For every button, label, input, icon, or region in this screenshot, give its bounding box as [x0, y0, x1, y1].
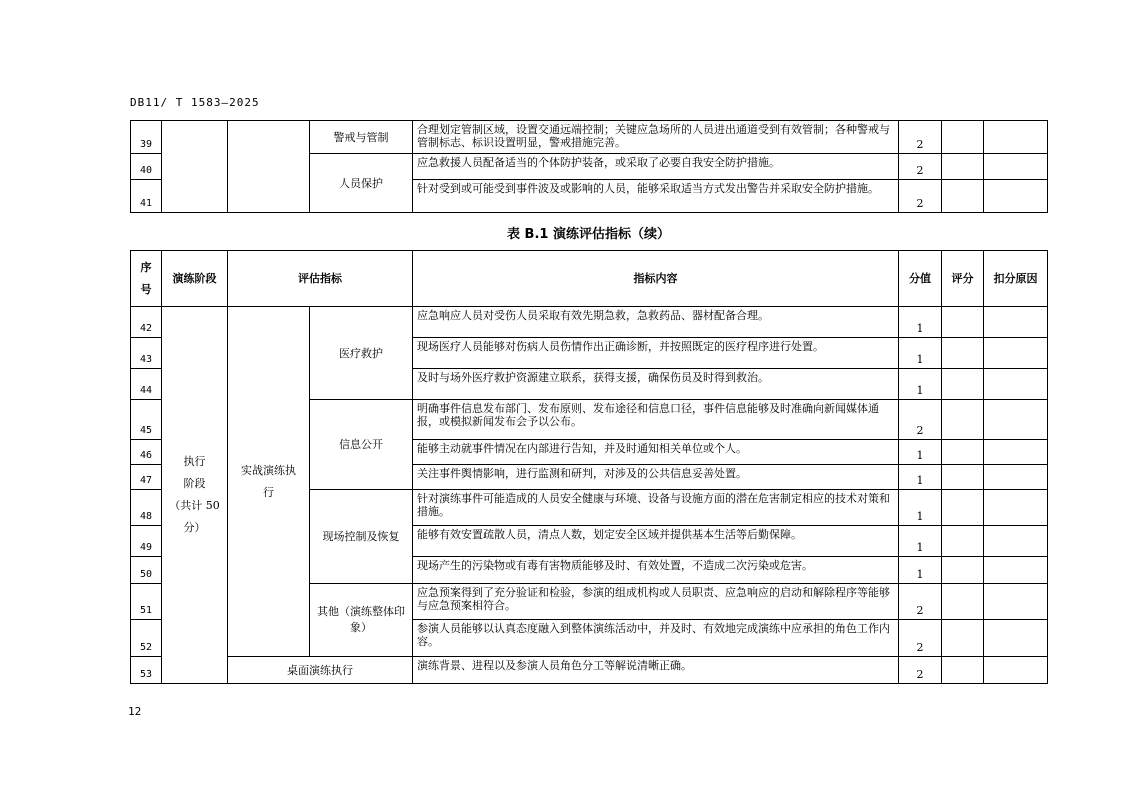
header-row — [131, 251, 1048, 307]
content-cell: 应急救援人员配备适当的个体防护装备，或采取了必要自我安全防护措施。 — [413, 154, 899, 180]
reason-cell[interactable] — [984, 338, 1048, 369]
seq-cell: 45 — [131, 400, 162, 440]
table-row — [131, 121, 1048, 154]
reason-cell[interactable] — [984, 584, 1048, 620]
header-seq: 序 号 — [131, 251, 162, 307]
seq-cell: 40 — [131, 154, 162, 180]
header-score: 分值 — [899, 251, 942, 307]
reason-cell[interactable] — [984, 465, 1048, 490]
reason-cell[interactable] — [984, 121, 1048, 154]
stage-cell: 执行 阶段 （共计 50 分） — [162, 307, 228, 684]
rating-cell[interactable] — [942, 154, 984, 180]
reason-cell[interactable] — [984, 557, 1048, 584]
score-cell: 1 — [899, 490, 942, 526]
score-cell: 2 — [899, 657, 942, 684]
reason-cell[interactable] — [984, 440, 1048, 465]
content-cell: 明确事件信息发布部门、发布原则、发布途径和信息口径，事件信息能够及时准确向新闻媒体通报，或模拟新闻发布会予以公布。 — [413, 400, 899, 440]
seq-cell: 47 — [131, 465, 162, 490]
content-cell: 针对演练事件可能造成的人员安全健康与环境、设备与设施方面的潜在危害制定相应的技术对策和措施。 — [413, 490, 899, 526]
seq-cell: 39 — [131, 121, 162, 154]
score-cell: 2 — [899, 620, 942, 657]
seq-cell: 43 — [131, 338, 162, 369]
top-table — [130, 120, 1048, 213]
rating-cell[interactable] — [942, 369, 984, 400]
seq-cell: 53 — [131, 657, 162, 684]
content-cell: 现场产生的污染物或有毒有害物质能够及时、有效处置，不造成二次污染或危害。 — [413, 557, 899, 584]
header-content: 指标内容 — [413, 251, 899, 307]
reason-cell[interactable] — [984, 180, 1048, 213]
reason-cell[interactable] — [984, 526, 1048, 557]
reason-cell[interactable] — [984, 620, 1048, 657]
rating-cell[interactable] — [942, 490, 984, 526]
content-cell: 现场医疗人员能够对伤病人员伤情作出正确诊断，并按照既定的医疗程序进行处置。 — [413, 338, 899, 369]
rating-cell[interactable] — [942, 584, 984, 620]
table-row — [131, 307, 1048, 338]
score-cell: 1 — [899, 465, 942, 490]
header-reason: 扣分原因 — [984, 251, 1048, 307]
score-cell: 1 — [899, 440, 942, 465]
seq-cell: 52 — [131, 620, 162, 657]
seq-cell: 41 — [131, 180, 162, 213]
rating-cell[interactable] — [942, 557, 984, 584]
practical-cell: 实战演练执 行 — [228, 307, 310, 657]
seq-cell: 51 — [131, 584, 162, 620]
seq-cell: 50 — [131, 557, 162, 584]
table-row — [131, 657, 1048, 684]
rating-cell[interactable] — [942, 440, 984, 465]
header-rating: 评分 — [942, 251, 984, 307]
content-cell: 参演人员能够以认真态度融入到整体演练活动中，并及时、有效地完成演练中应承担的角色工作内容。 — [413, 620, 899, 657]
content-cell: 能够主动就事件情况在内部进行告知，并及时通知相关单位或个人。 — [413, 440, 899, 465]
group-medical: 医疗救护 — [310, 307, 413, 400]
score-cell: 2 — [899, 180, 942, 213]
standard-code: DB11/ T 1583—2025 — [130, 96, 260, 109]
content-cell: 应急响应人员对受伤人员采取有效先期急救，急救药品、器材配备合理。 — [413, 307, 899, 338]
content-cell: 能够有效安置疏散人员，清点人数，划定安全区域并提供基本生活等后勤保障。 — [413, 526, 899, 557]
group-other: 其他（演练整体印象） — [310, 584, 413, 657]
score-cell: 1 — [899, 526, 942, 557]
score-cell: 1 — [899, 557, 942, 584]
seq-cell: 48 — [131, 490, 162, 526]
content-cell: 及时与场外医疗救护资源建立联系，获得支援，确保伤员及时得到救治。 — [413, 369, 899, 400]
content-cell: 应急预案得到了充分验证和检验，参演的组成机构或人员职责、应急响应的启动和解除程序等能够与应急预案相符合。 — [413, 584, 899, 620]
rating-cell[interactable] — [942, 338, 984, 369]
reason-cell[interactable] — [984, 657, 1048, 684]
header-indicator: 评估指标 — [228, 251, 413, 307]
score-cell: 1 — [899, 307, 942, 338]
content-cell: 针对受到或可能受到事件波及或影响的人员，能够采取适当方式发出警告并采取安全防护措施。 — [413, 180, 899, 213]
indicator-cell — [228, 121, 310, 213]
table-title: 表 B.1 演练评估指标（续） — [507, 227, 670, 242]
content-cell: 合理划定管制区域，设置交通远端控制；关键应急场所的人员进出通道受到有效管制；各种警戒与管制标志、标识设置明显，警戒措施完善。 — [413, 121, 899, 154]
header-stage: 演练阶段 — [162, 251, 228, 307]
reason-cell[interactable] — [984, 154, 1048, 180]
rating-cell[interactable] — [942, 121, 984, 154]
score-cell: 1 — [899, 369, 942, 400]
reason-cell[interactable] — [984, 307, 1048, 338]
rating-cell[interactable] — [942, 400, 984, 440]
reason-cell[interactable] — [984, 400, 1048, 440]
stage-cell — [162, 121, 228, 213]
indicator-subcell: 警戒与管制 — [310, 121, 413, 154]
group-info: 信息公开 — [310, 400, 413, 490]
reason-cell[interactable] — [984, 490, 1048, 526]
rating-cell[interactable] — [942, 307, 984, 338]
rating-cell[interactable] — [942, 620, 984, 657]
score-cell: 2 — [899, 121, 942, 154]
rating-cell[interactable] — [942, 465, 984, 490]
group-desktop: 桌面演练执行 — [228, 657, 413, 684]
group-site: 现场控制及恢复 — [310, 490, 413, 584]
content-cell: 演练背景、进程以及参演人员角色分工等解说清晰正确。 — [413, 657, 899, 684]
seq-cell: 44 — [131, 369, 162, 400]
rating-cell[interactable] — [942, 180, 984, 213]
main-table — [130, 250, 1048, 684]
score-cell: 2 — [899, 400, 942, 440]
score-cell: 2 — [899, 154, 942, 180]
seq-cell: 49 — [131, 526, 162, 557]
score-cell: 1 — [899, 338, 942, 369]
reason-cell[interactable] — [984, 369, 1048, 400]
seq-cell: 46 — [131, 440, 162, 465]
page-number: 12 — [128, 705, 142, 718]
seq-cell: 42 — [131, 307, 162, 338]
indicator-subcell: 人员保护 — [310, 154, 413, 213]
score-cell: 2 — [899, 584, 942, 620]
rating-cell[interactable] — [942, 657, 984, 684]
rating-cell[interactable] — [942, 526, 984, 557]
content-cell: 关注事件舆情影响，进行监测和研判，对涉及的公共信息妥善处置。 — [413, 465, 899, 490]
